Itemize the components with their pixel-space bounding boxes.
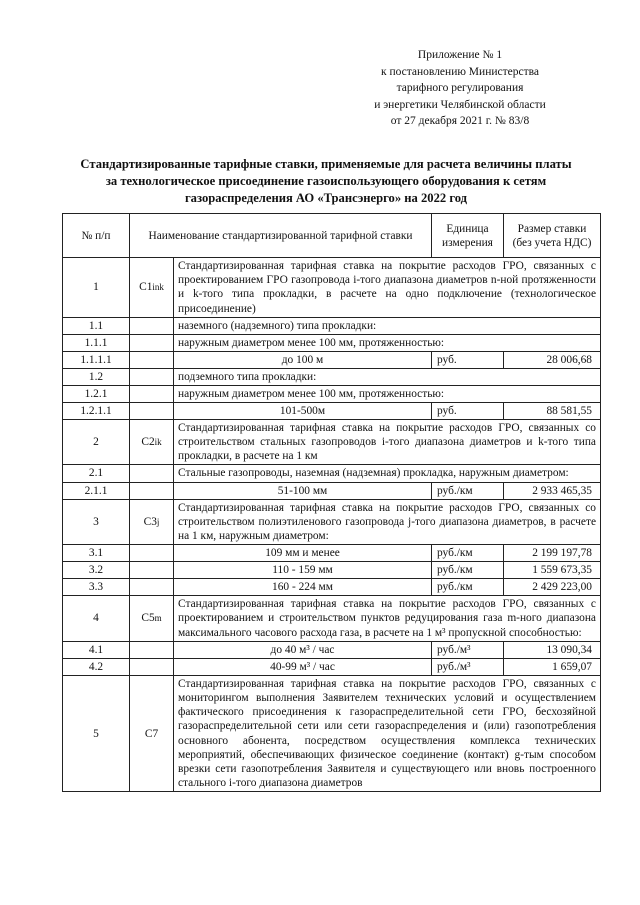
row-num: 2.1 [63, 465, 130, 482]
row-num: 4 [63, 596, 130, 642]
rate-code-main: C2 [141, 436, 155, 449]
title-line: за технологическое присоединение газоиспользующего оборудования к сетям [105, 174, 547, 188]
rate-code-main: C5 [141, 612, 155, 625]
row-value: 1 659,07 [504, 658, 601, 675]
table-header-row [63, 214, 601, 258]
appendix-line: к постановлению Министерства [380, 65, 539, 78]
row-text: Стандартизированная тарифная ставка на покрытие расходов ГРО, связанных с проектированием ГРО газопровода i-того диапазона диаметров n-ной протяженности и k-того типа прокладки, в расчете на одно подключение (технологическое присоединение) [174, 258, 601, 318]
row-text: до 40 м³ / час [174, 641, 432, 658]
row-text: подземного типа прокладки: [174, 368, 601, 385]
rate-code-main: C7 [144, 727, 159, 740]
row-unit: руб. [432, 402, 504, 419]
code-empty [130, 562, 174, 579]
row-unit: руб./км [432, 562, 504, 579]
row-text: Стандартизированная тарифная ставка на покрытие расходов ГРО, связанных с мониторингом выполнения Заявителем технических условий и осуществлением фактического присоединения к газораспределительной сети ГРО, бесхозяйной газораспределительной сети или сети газораспределения и (или) газопотребления основного абонента, посредством осуществления комплекса технических мероприятий, обеспечивающих физическое соединение (контакт) g-тым способом врезки сети газопотребления Заявителя и существующего или вновь построенного стального i-того диапазона диаметров [174, 675, 601, 792]
row-text: 160 - 224 мм [174, 579, 432, 596]
table-row [63, 465, 601, 482]
row-num: 1.1.1.1 [63, 351, 130, 368]
row-unit: руб. [432, 351, 504, 368]
row-unit: руб./км [432, 482, 504, 499]
row-num: 4.2 [63, 658, 130, 675]
table-row [63, 641, 601, 658]
appendix-line: Приложение № 1 [417, 49, 503, 61]
header-unit: Единица измерения [432, 214, 504, 258]
table-row [63, 562, 601, 579]
row-num: 5 [63, 675, 130, 792]
row-num: 3 [63, 499, 130, 545]
row-num: 2.1.1 [63, 482, 130, 499]
rate-code-main: C3 [143, 515, 157, 528]
row-num: 3.2 [63, 562, 130, 579]
tariff-table [62, 213, 601, 792]
document-title [40, 156, 612, 207]
table-row [63, 258, 601, 318]
row-unit: руб./м³ [432, 641, 504, 658]
row-value: 28 006,68 [504, 351, 601, 368]
row-num: 1 [63, 258, 130, 318]
rate-code [130, 258, 174, 318]
row-text: Стальные газопроводы, наземная (надземная) прокладка, наружным диаметром: [174, 465, 601, 482]
row-text: Стандартизированная тарифная ставка на покрытие расходов ГРО, связанных с проектированием и строительством пунктов редуцирования газа m-ного диапазона максимального часового расхода газа, в расчете на 1 м³ пропускной способностью: [174, 596, 601, 642]
rate-code [130, 419, 174, 465]
code-empty [130, 641, 174, 658]
row-value: 13 090,34 [504, 641, 601, 658]
table-row [63, 419, 601, 465]
code-empty [130, 334, 174, 351]
appendix-line: и энергетики Челябинской области [374, 98, 546, 111]
appendix-line: тарифного регулирования [396, 82, 524, 94]
row-num: 1.2.1 [63, 385, 130, 402]
code-empty [130, 482, 174, 499]
row-value: 2 429 223,00 [504, 579, 601, 596]
code-empty [130, 385, 174, 402]
row-num: 1.2.1.1 [63, 402, 130, 419]
table-row [63, 675, 601, 792]
row-num: 1.1.1 [63, 334, 130, 351]
row-text: 110 - 159 мм [174, 562, 432, 579]
appendix-line: от 27 декабря 2021 г. № 83/8 [390, 115, 530, 127]
row-value: 1 559 673,35 [504, 562, 601, 579]
table-row [63, 545, 601, 562]
row-unit: руб./км [432, 579, 504, 596]
row-value: 2 199 197,78 [504, 545, 601, 562]
rate-code-sub: m [154, 613, 162, 624]
rate-code-sub: ik [154, 437, 162, 448]
table-row [63, 658, 601, 675]
row-value: 2 933 465,35 [504, 482, 601, 499]
table-row [63, 499, 601, 545]
rate-code-main: C1 [139, 281, 153, 294]
code-empty [130, 465, 174, 482]
header-name: Наименование стандартизированной тарифной ставки [130, 214, 432, 258]
code-empty [130, 317, 174, 334]
row-text: до 100 м [174, 351, 432, 368]
table-row [63, 334, 601, 351]
header-rate: Размер ставки (без учета НДС) [504, 214, 601, 258]
row-text: Стандартизированная тарифная ставка на покрытие расходов ГРО, связанных со строительством полиэтиленового газопровода j-того диапазона диаметров, в расчете на 1 км, наружным диаметром: [174, 499, 601, 545]
rate-code [130, 596, 174, 642]
code-empty [130, 368, 174, 385]
code-empty [130, 402, 174, 419]
row-text: Стандартизированная тарифная ставка на покрытие расходов ГРО, связанных со строительством стальных газопроводов i-того диапазона диаметров и k-того типа прокладки, в расчете на 1 км [174, 419, 601, 465]
header-num: № п/п [63, 214, 130, 258]
title-line: Стандартизированные тарифные ставки, применяемые для расчета величины платы [80, 157, 572, 171]
table-row [63, 385, 601, 402]
row-num: 2 [63, 419, 130, 465]
row-num: 1.2 [63, 368, 130, 385]
row-value: 88 581,55 [504, 402, 601, 419]
row-num: 4.1 [63, 641, 130, 658]
row-text: 109 мм и менее [174, 545, 432, 562]
row-text: наземного (надземного) типа прокладки: [174, 317, 601, 334]
code-empty [130, 658, 174, 675]
title-line: газораспределения АО «Трансэнерго» на 2022 год [184, 191, 468, 205]
row-text: 101-500м [174, 402, 432, 419]
rate-code-sub: ink [152, 282, 164, 293]
rate-code [130, 675, 174, 792]
table-row [63, 579, 601, 596]
row-text: наружным диаметром менее 100 мм, протяженностью: [174, 385, 601, 402]
row-num: 1.1 [63, 317, 130, 334]
code-empty [130, 545, 174, 562]
table-row [63, 351, 601, 368]
row-text: 51-100 мм [174, 482, 432, 499]
row-text: наружным диаметром менее 100 мм, протяженностью: [174, 334, 601, 351]
row-unit: руб./м³ [432, 658, 504, 675]
rate-code-sub: j [156, 516, 160, 527]
code-empty [130, 351, 174, 368]
row-text: 40-99 м³ / час [174, 658, 432, 675]
row-num: 3.3 [63, 579, 130, 596]
row-num: 3.1 [63, 545, 130, 562]
appendix-block [330, 47, 590, 130]
row-unit: руб./км [432, 545, 504, 562]
rate-code [130, 499, 174, 545]
table-row [63, 482, 601, 499]
table-row [63, 317, 601, 334]
table-row [63, 596, 601, 642]
table-row [63, 402, 601, 419]
table-row [63, 368, 601, 385]
code-empty [130, 579, 174, 596]
